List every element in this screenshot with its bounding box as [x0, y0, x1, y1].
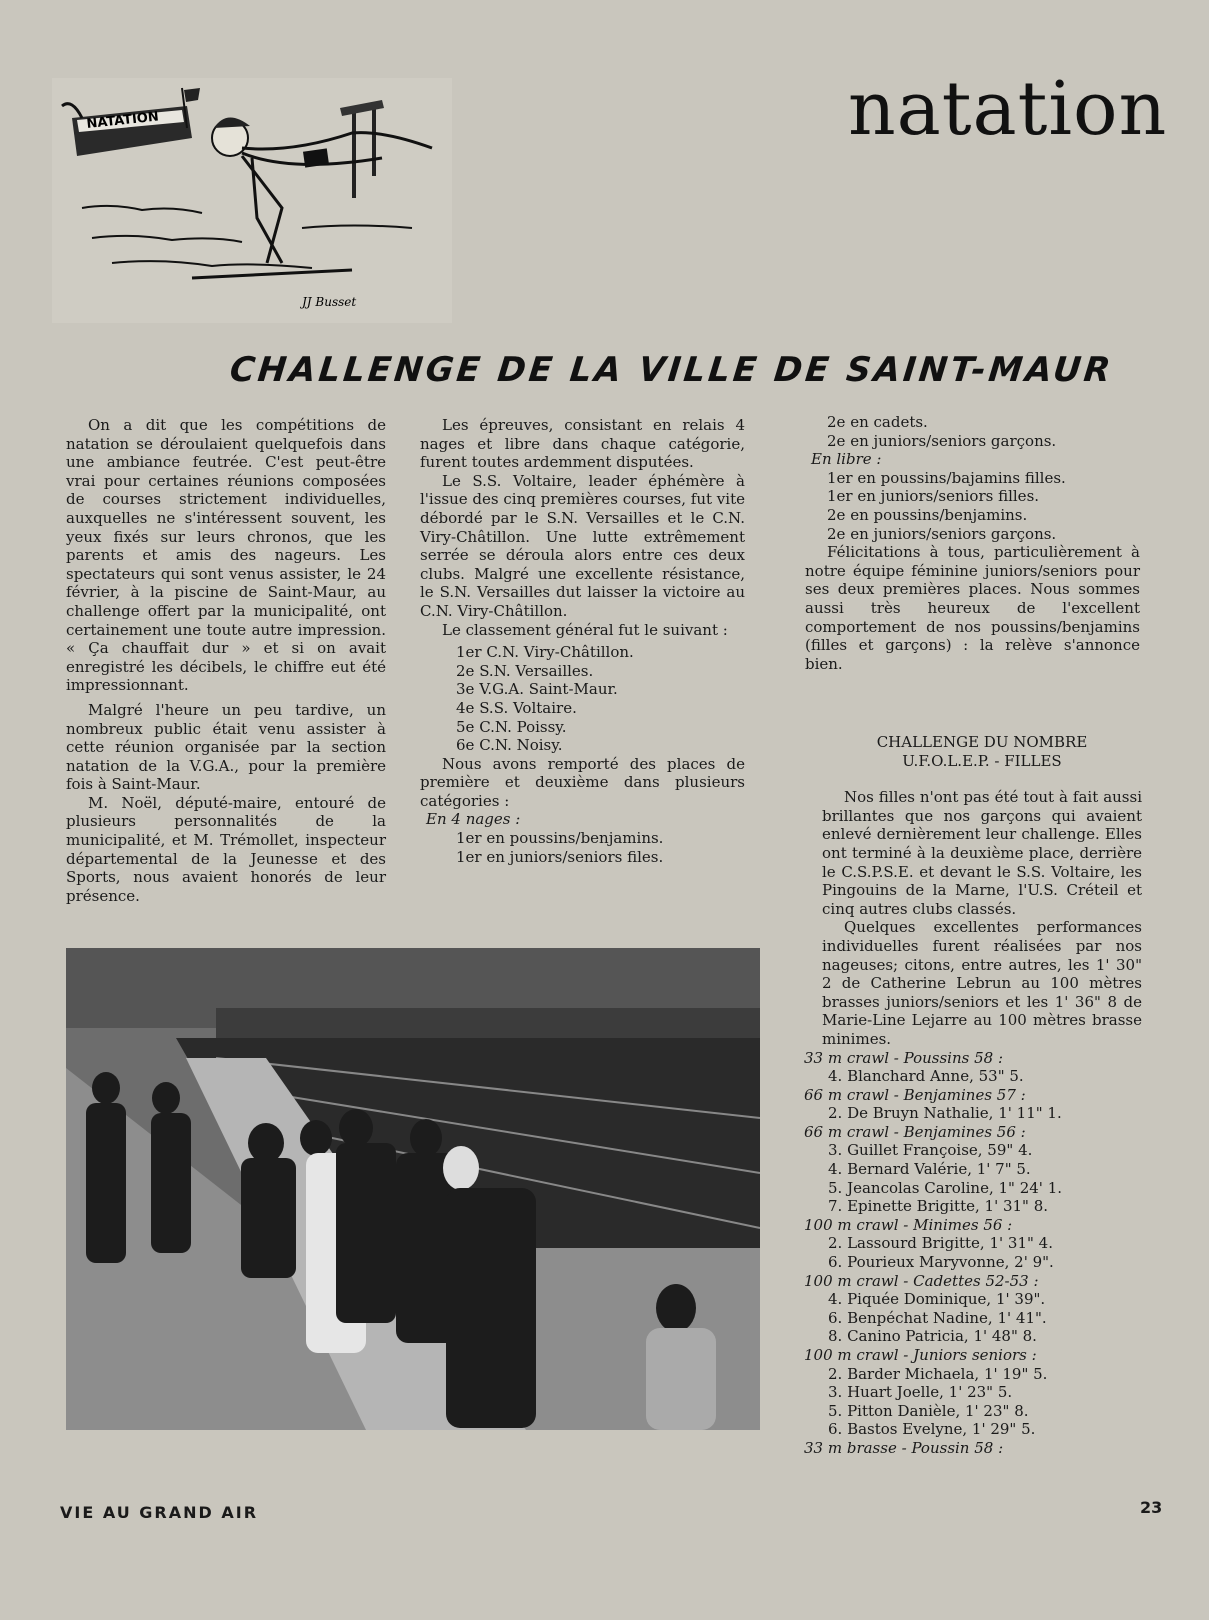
result-item: 2. Barder Michaela, 1' 19" 5.: [828, 1364, 1048, 1383]
ranking-item: 6e C.N. Noisy.: [456, 736, 563, 755]
result-item: 4. Piquée Dominique, 1' 39".: [828, 1290, 1046, 1309]
paragraph: Félicitations à tous, particulièrement à notre équipe féminine juniors/seniors pour ses deux premières places. Nous sommes aussi très heureux de l'excellent comportement de nos poussins/benjamins (filles et garçons) : la relève s'annonce bien.: [805, 543, 1140, 673]
place-item: 2e en poussins/benjamins.: [827, 505, 1028, 524]
results-list: [804, 1048, 1142, 1458]
article-column-2: [420, 416, 745, 866]
result-item: 5. Pitton Danièle, 1' 23" 8.: [828, 1401, 1029, 1420]
place-item: 1er en poussins/benjamins.: [456, 829, 664, 848]
paragraph: On a dit que les compétitions de natation se déroulaient quelquefois dans une ambiance feutrée. C'est peut-être vrai pour certaines réunions composées de courses strictement individuelles, auxquelles ne s'intéressent souvent, les yeux fixés sur leurs chronos, que les parents et amis des nageurs. Les spectateurs qui sont venus assister, le 24 février, à la piscine de Saint-Maur, au challenge offert par la municipalité, ont certainement une toute autre impression. « Ça chauffait dur » et si on avait enregistré les décibels, le chiffre eut été impressionnant.: [66, 416, 386, 695]
paragraph: Malgré l'heure un peu tardive, un nombreux public était venu assister à cette réunion organisée par la section natation de la V.G.A., pour la première fois à Saint-Maur.: [66, 700, 386, 794]
cartoon-signature: JJ Busset: [302, 295, 357, 309]
result-item: 7. Epinette Brigitte, 1' 31" 8.: [828, 1197, 1049, 1216]
page-number: 23: [1140, 1498, 1163, 1517]
paragraph: Nos filles n'ont pas été tout à fait aussi brillantes que nos garçons qui avaient enlevé dernièrement leur challenge. Elles ont terminé à la deuxième place, derrière le C.S.P.S.E. et devant le S.S. Voltaire, les Pingouins de la Marne, l'U.S. Créteil et cinq autres clubs classés.: [822, 788, 1142, 918]
place-item: 2e en juniors/seniors garçons.: [827, 431, 1057, 450]
ranking-item: 5e C.N. Poissy.: [456, 717, 567, 736]
result-item: 3. Guillet Françoise, 59" 4.: [828, 1141, 1033, 1160]
result-category: 66 m crawl - Benjamines 57 :: [804, 1085, 1026, 1104]
ranking-item: 2e S.N. Versailles.: [456, 661, 594, 680]
cartoon-sign-text: NATATION: [85, 109, 160, 132]
article-column-3-bottom: [804, 733, 1142, 1458]
section-title: natation: [848, 66, 1168, 152]
ranking-item: 4e S.S. Voltaire.: [456, 698, 577, 717]
paragraph: Nous avons remporté des places de première et deuxième dans plusieurs catégories :: [420, 754, 745, 810]
article-column-3-top: [805, 413, 1140, 673]
paragraph: Le S.S. Voltaire, leader éphémère à l'issue des cinq premières courses, fut vite débordé par le S.N. Versailles et le C.N. Viry-Châtillon. Une lutte extrêmement serrée se déroula alors entre ces deux clubs. Malgré une excellente résistance, le S.N. Versailles dut laisser la victoire au C.N. Viry-Châtillon.: [420, 471, 745, 620]
ranking-item: 3e V.G.A. Saint-Maur.: [456, 680, 618, 699]
result-category: 66 m crawl - Benjamines 56 :: [804, 1122, 1026, 1141]
paragraph: Le classement général fut le suivant :: [442, 620, 728, 639]
pool-photo: [66, 948, 760, 1430]
place-item: 1er en juniors/seniors filles.: [827, 487, 1040, 506]
result-item: 6. Benpéchat Nadine, 1' 41".: [828, 1308, 1047, 1327]
result-item: 6. Bastos Evelyne, 1' 29" 5.: [828, 1420, 1036, 1439]
footer-magazine-title: VIE AU GRAND AIR: [60, 1503, 259, 1522]
ranking-item: 1er C.N. Viry-Châtillon.: [456, 643, 634, 662]
result-item: 2. De Bruyn Nathalie, 1' 11" 1.: [828, 1104, 1062, 1123]
result-category: 100 m crawl - Minimes 56 :: [804, 1215, 1013, 1234]
place-item: 1er en poussins/bajamins filles.: [827, 468, 1066, 487]
place-item: 1er en juniors/seniors files.: [456, 847, 664, 866]
result-item: 4. Bernard Valérie, 1' 7" 5.: [828, 1160, 1031, 1179]
category-heading: En 4 nages :: [426, 810, 521, 829]
subheading: CHALLENGE DU NOMBRE: [876, 733, 1088, 751]
result-item: 2. Lassourd Brigitte, 1' 31" 4.: [828, 1234, 1053, 1253]
place-item: 2e en juniors/seniors garçons.: [827, 524, 1057, 543]
paragraph: M. Noël, député-maire, entouré de plusieurs personnalités de la municipalité, et M. Trémollet, inspecteur départemental de la Jeunesse et des Sports, nous avaient honorés de leur présence.: [66, 793, 386, 905]
result-item: 4. Blanchard Anne, 53" 5.: [828, 1067, 1024, 1086]
result-category: 33 m crawl - Poussins 58 :: [804, 1048, 1004, 1067]
category-heading: En libre :: [811, 450, 882, 469]
paragraph: Les épreuves, consistant en relais 4 nages et libre dans chaque catégorie, furent toutes ardemment disputées.: [420, 416, 745, 472]
result-item: 5. Jeancolas Caroline, 1" 24' 1.: [828, 1178, 1063, 1197]
article-column-1: [66, 416, 386, 905]
result-category: 100 m crawl - Cadettes 52-53 :: [804, 1271, 1039, 1290]
result-item: 8. Canino Patricia, 1' 48" 8.: [828, 1327, 1037, 1346]
result-item: 3. Huart Joelle, 1' 23" 5.: [828, 1383, 1013, 1402]
subheading: U.F.O.L.E.P. - FILLES: [902, 751, 1062, 770]
article-headline: CHALLENGE DE LA VILLE DE SAINT-MAUR: [227, 350, 1116, 390]
place-item: 2e en cadets.: [827, 413, 928, 431]
paragraph: Quelques excellentes performances individuelles furent réalisées par nos nageuses; citons, entre autres, les 1' 30" 2 de Catherine Lebrun au 100 mètres brasses juniors/seniors et les 1' 36" 8 de Marie-Line Lejarre au 100 mètres brasse minimes.: [822, 918, 1142, 1048]
result-category: 100 m crawl - Juniors seniors :: [804, 1346, 1037, 1364]
result-category: 33 m brasse - Poussin 58 :: [804, 1438, 1004, 1457]
result-item: 6. Pourieux Maryvonne, 2' 9".: [828, 1253, 1054, 1272]
swimmer-cartoon-illustration: [52, 78, 452, 323]
